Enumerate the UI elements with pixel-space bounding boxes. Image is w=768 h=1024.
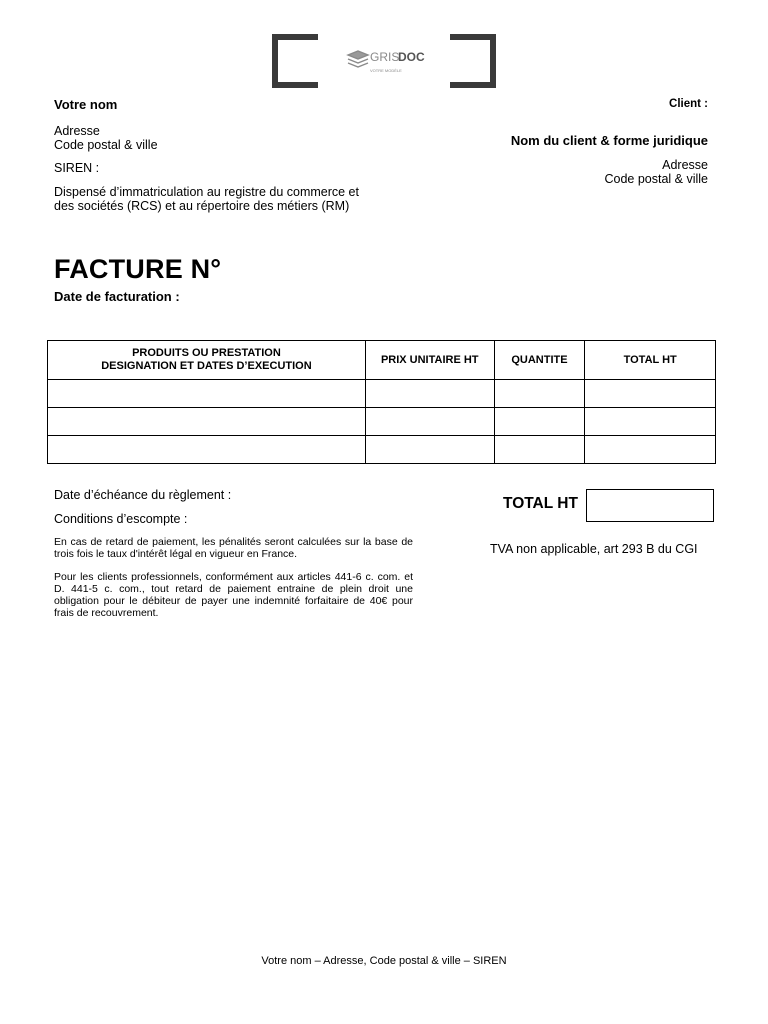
table-cell[interactable]	[365, 380, 494, 408]
client-address-block	[604, 158, 708, 186]
table-cell[interactable]	[365, 408, 494, 436]
table-cell[interactable]	[585, 380, 716, 408]
table-cell[interactable]	[494, 436, 585, 464]
table-cell[interactable]	[585, 436, 716, 464]
invoice-title: FACTURE N°	[54, 254, 222, 284]
table-cell[interactable]	[494, 380, 585, 408]
table-header-row	[48, 341, 716, 380]
table-cell[interactable]	[48, 436, 366, 464]
sender-legal-line: Dispensé d’immatriculation au registre du commerce et	[54, 185, 359, 199]
client-label: Client :	[669, 98, 708, 110]
logo-tagline: VOTRE MODÈLE	[370, 68, 402, 73]
sender-legal-line: des sociétés (RCS) et au répertoire des métiers (RM)	[54, 199, 350, 213]
logo-frame-icon	[272, 34, 496, 88]
table-cell[interactable]	[48, 408, 366, 436]
sender-siren: SIREN :	[54, 161, 100, 175]
header-product	[48, 341, 366, 380]
logo-brand-suffix: DOC	[398, 50, 425, 64]
tva-note: TVA non applicable, art 293 B du CGI	[490, 542, 698, 556]
invoice-date-label: Date de facturation :	[54, 289, 180, 304]
stacked-sheets-icon	[348, 51, 368, 67]
sender-address-block	[54, 124, 158, 152]
sender-postal-city: Code postal & ville	[54, 138, 158, 152]
client-name: Nom du client & forme juridique	[510, 133, 708, 148]
header-unit-price: PRIX UNITAIRE HT	[365, 341, 494, 380]
sender-address: Adresse	[54, 124, 100, 138]
table-row	[48, 380, 716, 408]
discount-conditions-label: Conditions d’escompte :	[54, 512, 188, 526]
logo-brand-prefix: GRIS	[370, 50, 400, 64]
header-product-line: DESIGNATION ET DATES D’EXECUTION	[101, 360, 312, 372]
table-cell[interactable]	[48, 380, 366, 408]
header-total: TOTAL HT	[585, 341, 716, 380]
header-quantity: QUANTITE	[494, 341, 585, 380]
sender-legal-mention	[54, 185, 384, 213]
table-cell[interactable]	[494, 408, 585, 436]
client-postal-city: Code postal & ville	[604, 172, 708, 186]
table-cell[interactable]	[585, 408, 716, 436]
table-cell[interactable]	[365, 436, 494, 464]
total-ht-field[interactable]	[586, 489, 714, 522]
sender-name: Votre nom	[54, 97, 118, 112]
invoice-items-table	[47, 340, 716, 464]
header-product-line: PRODUITS OU PRESTATION	[132, 347, 281, 359]
page-footer: Votre nom – Adresse, Code postal & ville – SIREN	[261, 955, 507, 967]
client-address: Adresse	[662, 158, 708, 172]
recovery-fee-text: Pour les clients professionnels, conformément aux articles 441-6 c. com. et D. 441-5 c. com., tout retard de paiement entraine de plein droit une obligation pour le débiteur de payer une indemnité forfaitaire de 40€ pour frais de recouvrement.	[54, 571, 413, 619]
total-ht-label: TOTAL HT	[503, 495, 578, 512]
late-penalty-text: En cas de retard de paiement, les pénalités seront calculées sur la base de trois fois le taux d'intérêt légal en vigueur en France.	[54, 536, 413, 560]
brand-logo	[272, 34, 496, 88]
due-date-label: Date d’échéance du règlement :	[54, 488, 232, 502]
table-row	[48, 436, 716, 464]
table-row	[48, 408, 716, 436]
